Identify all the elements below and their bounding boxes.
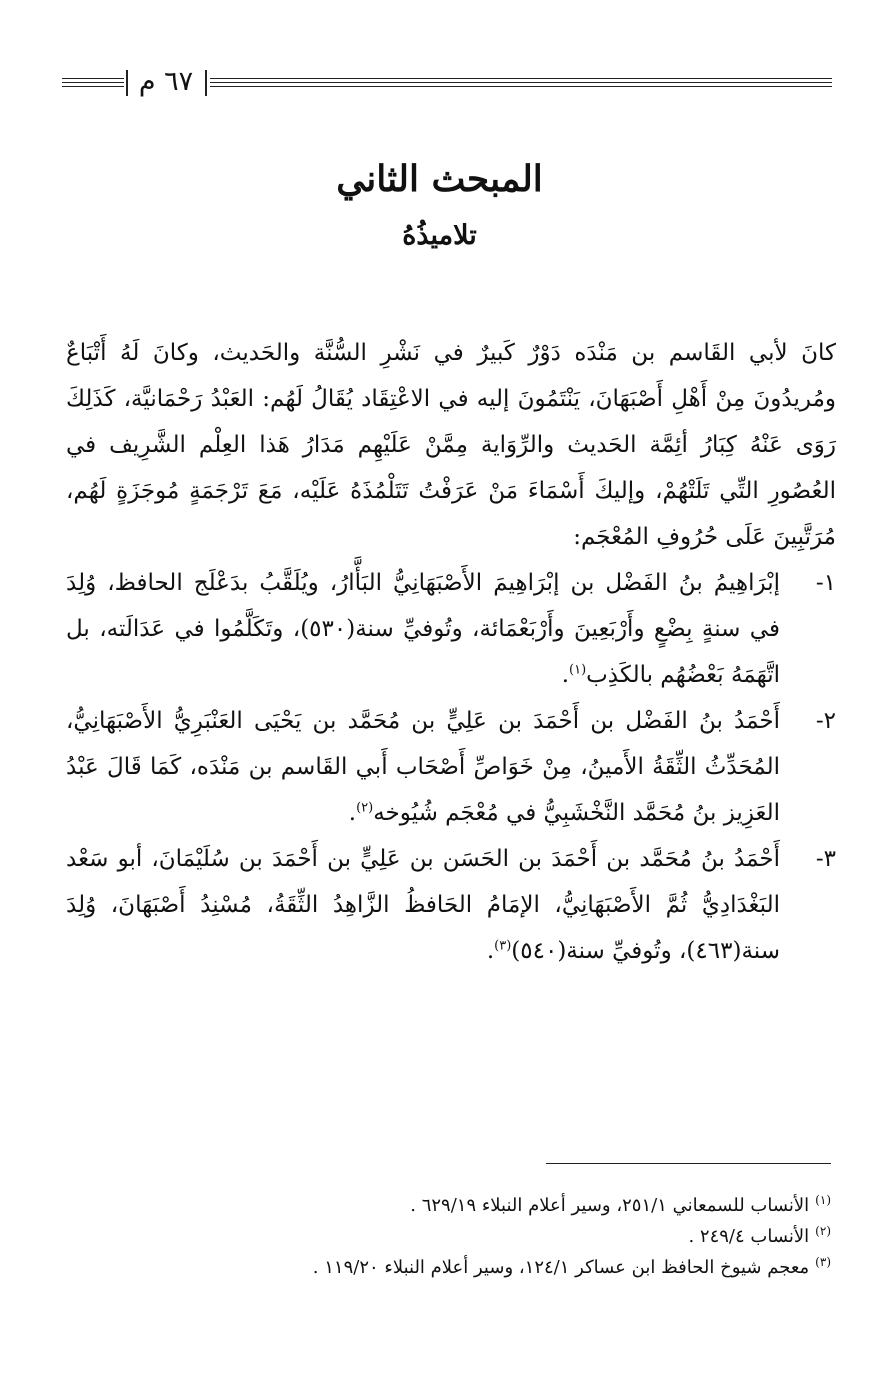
footnote-separator	[546, 1163, 831, 1164]
entry-body: أَحْمَدُ بنُ مُحَمَّد بن أَحْمَدَ بن الحَسَن بن عَلِيٍّ بن أَحْمَدَ بن سُلَيْمَانَ، أبو سَعْد البَغْدَادِيُّ ثُمَّ الأَصْبَهَانِيُّ، الإمَامُ الحَافظُ الزَّاهِدُ الثِّقَةُ، مُسْنِدُ أَصْبَهَانَ، وُلِدَ سنة(٤٦٣)، وتُوفيِّ سنة(٥٤٠)	[66, 846, 780, 964]
header-bar-right	[205, 70, 207, 96]
footnote-text: معجم شيوخ الحافظ ابن عساكر ١٢٤/١، وسير أعلام النبلاء ١١٩/٢٠ .	[312, 1257, 810, 1278]
student-entry	[66, 698, 836, 836]
entry-end: .	[486, 938, 495, 964]
footnote-text: الأنساب للسمعاني ٢٥١/١، وسير أعلام النبلاء ٦٢٩/١٩ .	[410, 1195, 810, 1216]
student-entry	[66, 836, 836, 974]
header-rule-right	[210, 78, 832, 87]
running-header	[62, 62, 832, 102]
entry-body: إبْرَاهِيمُ بنُ الفَضْل بن إبْرَاهِيمَ الأَصْبَهَانِيُّ البَأَّارُ، ويُلَقَّبُ بدَعْلَج الحافظ، وُلِدَ في سنةٍ بِضْعٍ وأَرْبَعِينَ وأَرْبَعْمَائة، وتُوفيِّ سنة(٥٣٠)، وتَكَلَّمُوا في عَدَالَته، بل اتَّهَمَهُ بَعْضُهُم بالكَذِب	[66, 570, 780, 688]
footnote-mark: (٢)	[815, 1224, 831, 1238]
main-text	[66, 330, 836, 974]
footnote-reference[interactable]: (٢)	[356, 800, 374, 816]
footnote	[71, 1190, 831, 1221]
intro-paragraph: كانَ لأبي القَاسم بن مَنْدَه دَوْرٌ كَبيرٌ في نَشْرِ السُّنَّة والحَديث، وكانَ لَهُ أَتْبَاعٌ ومُريدُونَ مِنْ أَهْلِ أَصْبَهَانَ، يَنْتَمُونَ إليه في الاعْتِقَاد يُقَالُ لَهُم: العَبْدُ رَحْمَانيَّة، كَذَلِكَ رَوَى عَنْهُ كِبَارُ أئِمَّة الحَديث والرِّوَاية مِمَّنْ عَلَيْهِم مَدَارُ هَذا العِلْم الشَّرِيف في العُصُورِ التِّي تَلَتْهُمْ، وإليكَ أَسْمَاءَ مَنْ عَرَفْتُ تَتَلْمُذَهُ عَلَيْه، مَعَ تَرْجَمَةٍ مُوجَزَةٍ لَهُم، مُرَتَّبِينَ عَلَى حُرُوفِ المُعْجَم:	[66, 340, 836, 550]
chapter-subtitle: تلاميذُهُ	[402, 220, 477, 251]
page-number: ٦٧ م	[138, 66, 194, 97]
entry-number: ٢-	[815, 708, 836, 734]
header-rule-left	[62, 78, 124, 87]
footnote	[71, 1252, 831, 1283]
entry-end: .	[348, 800, 357, 826]
chapter-title: المبحث الثاني	[336, 158, 543, 200]
footnotes	[71, 1190, 831, 1283]
footnote-mark: (١)	[815, 1193, 831, 1207]
entry-text	[66, 836, 780, 974]
entry-number: ٣-	[815, 846, 836, 872]
entry-text	[66, 698, 780, 836]
footnote	[71, 1221, 831, 1252]
student-entry	[66, 560, 836, 698]
entry-end: .	[561, 662, 570, 688]
footnote-reference[interactable]: (١)	[569, 662, 587, 678]
entry-number: ١-	[815, 570, 836, 596]
footnote-mark: (٣)	[815, 1255, 831, 1269]
footnote-text: الأنساب ٢٤٩/٤ .	[688, 1226, 810, 1247]
entry-body: أَحْمَدُ بنُ الفَضْل بن أَحْمَدَ بن عَلِيٍّ بن مُحَمَّد بن يَحْيَى العَنْبَرِيُّ الأَصْبَهَانِيُّ، المُحَدِّثُ الثِّقَةُ الأَمينُ، مِنْ خَوَاصِّ أَصْحَاب أَبي القَاسم بن مَنْدَه، كَمَا قَالَ عَبْدُ العَزِيز بنُ مُحَمَّد النَّخْشَبِيُّ في مُعْجَم شُيُوخه	[66, 708, 780, 826]
footnote-reference[interactable]: (٣)	[494, 938, 512, 954]
header-bar-left	[126, 70, 128, 96]
entry-text	[66, 560, 780, 698]
